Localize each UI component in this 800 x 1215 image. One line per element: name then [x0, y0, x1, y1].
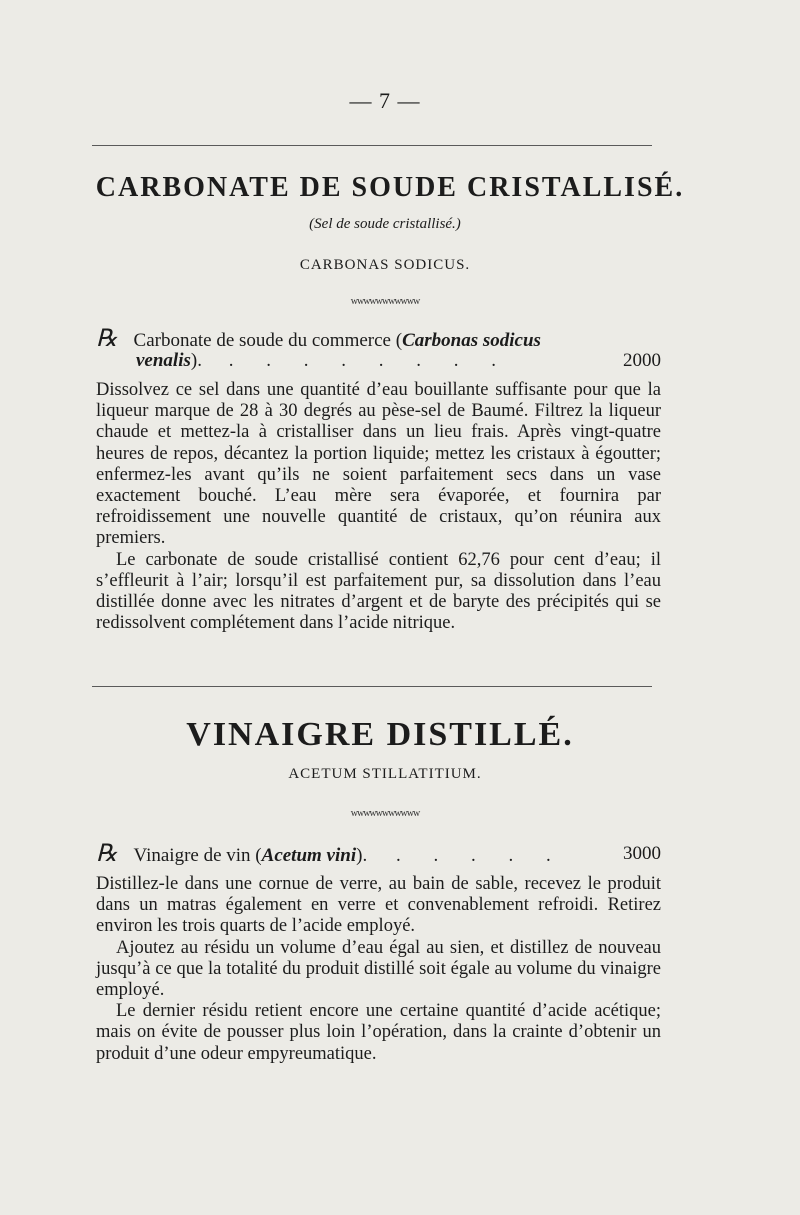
- section-body-vinaigre: [96, 874, 661, 1065]
- paragraph: Distillez-le dans une cornue de verre, au bain de sable, recevez le produit dans un matras également en verre et convenablement refroidi. Retirez environ les trois quarts de l’acide employé.: [96, 874, 661, 937]
- paragraph: Ajoutez au résidu un volume d’eau égal au sien, et distillez de nouveau jusqu’à ce que la totalité du produit distillé soit égale au volume du vinaigre employé.: [96, 937, 661, 1001]
- ingredient-line-carbonate-2: [136, 350, 661, 372]
- leader-dots: . . . . .: [395, 845, 565, 866]
- ingredient-close: ).: [356, 845, 368, 866]
- page-number: — 7 —: [349, 88, 421, 113]
- paragraph: Dissolvez ce sel dans une quantité d’eau bouillante suffisante pour que la liqueur marque de 28 à 30 degrés au pèse-sel de Baumé. Filtrez la liqueur chaude et mettez-la à cristalliser dans un lieu frais. Après vingt-quatre heures de repos, décantez la portion liquide; mettez les cristaux à égoutter; enfermez-les avant qu’ils ne soient parfaitement secs dans un vase exactement bouché. L’eau mère sera évaporée, et fournira par refroidissement une nouvelle quantité de cristaux, qu’on réunira aux premiers.: [96, 380, 661, 549]
- divider-top: [92, 145, 652, 146]
- section-title-vinaigre: VINAIGRE DISTILLÉ.: [186, 716, 574, 753]
- latin-name-vinaigre: ACETUM STILLATITIUM.: [288, 766, 482, 782]
- ingredient-quantity: 3000: [623, 843, 661, 864]
- paragraph: Le dernier résidu retient encore une certaine quantité d’acide acétique; mais on évite de pousser plus loin l’opération, dans la crainte d’obtenir un produit d’une odeur empyreumatique.: [96, 1001, 661, 1064]
- ingredient-quantity: 2000: [623, 350, 661, 371]
- divider-middle: [92, 686, 652, 687]
- recipe-symbol-icon: ℞: [96, 841, 118, 867]
- paragraph: Le carbonate de soude cristallisé contient 62,76 pour cent d’eau; il s’effleurit à l’air; lorsqu’il est parfaitement pur, sa dissolution dans l’eau distillée donne avec les nitrates d’argent et de baryte des précipités qui se redissolvent complétement dans l’acide nitrique.: [96, 549, 661, 634]
- ingredient-latin: Acetum vini: [261, 845, 357, 866]
- ingredient-latin: Carbonas sodicus: [402, 330, 541, 351]
- ornament-carbonate: wwwwwwwwwww: [350, 296, 420, 307]
- ornament-vinaigre: wwwwwwwwwww: [350, 808, 420, 819]
- ingredient-text: Carbonate de soude du commerce (: [133, 330, 403, 351]
- recipe-symbol-icon: ℞: [96, 326, 118, 352]
- ingredient-latin-cont: venalis: [136, 350, 191, 371]
- leader-dots: . . . . . . . .: [228, 350, 510, 371]
- ingredient-text: Vinaigre de vin (: [133, 845, 262, 866]
- section-title-carbonate: CARBONATE DE SOUDE CRISTALLISÉ.: [95, 172, 685, 203]
- latin-name-carbonate: CARBONAS SODICUS.: [299, 257, 471, 273]
- ingredient-line-vinaigre: [96, 843, 661, 867]
- ingredient-line-carbonate-1: [96, 328, 661, 352]
- ingredient-close: ).: [190, 350, 202, 371]
- section-subtitle-carbonate: (Sel de soude cristallisé.): [309, 216, 461, 232]
- section-body-carbonate: [96, 380, 661, 634]
